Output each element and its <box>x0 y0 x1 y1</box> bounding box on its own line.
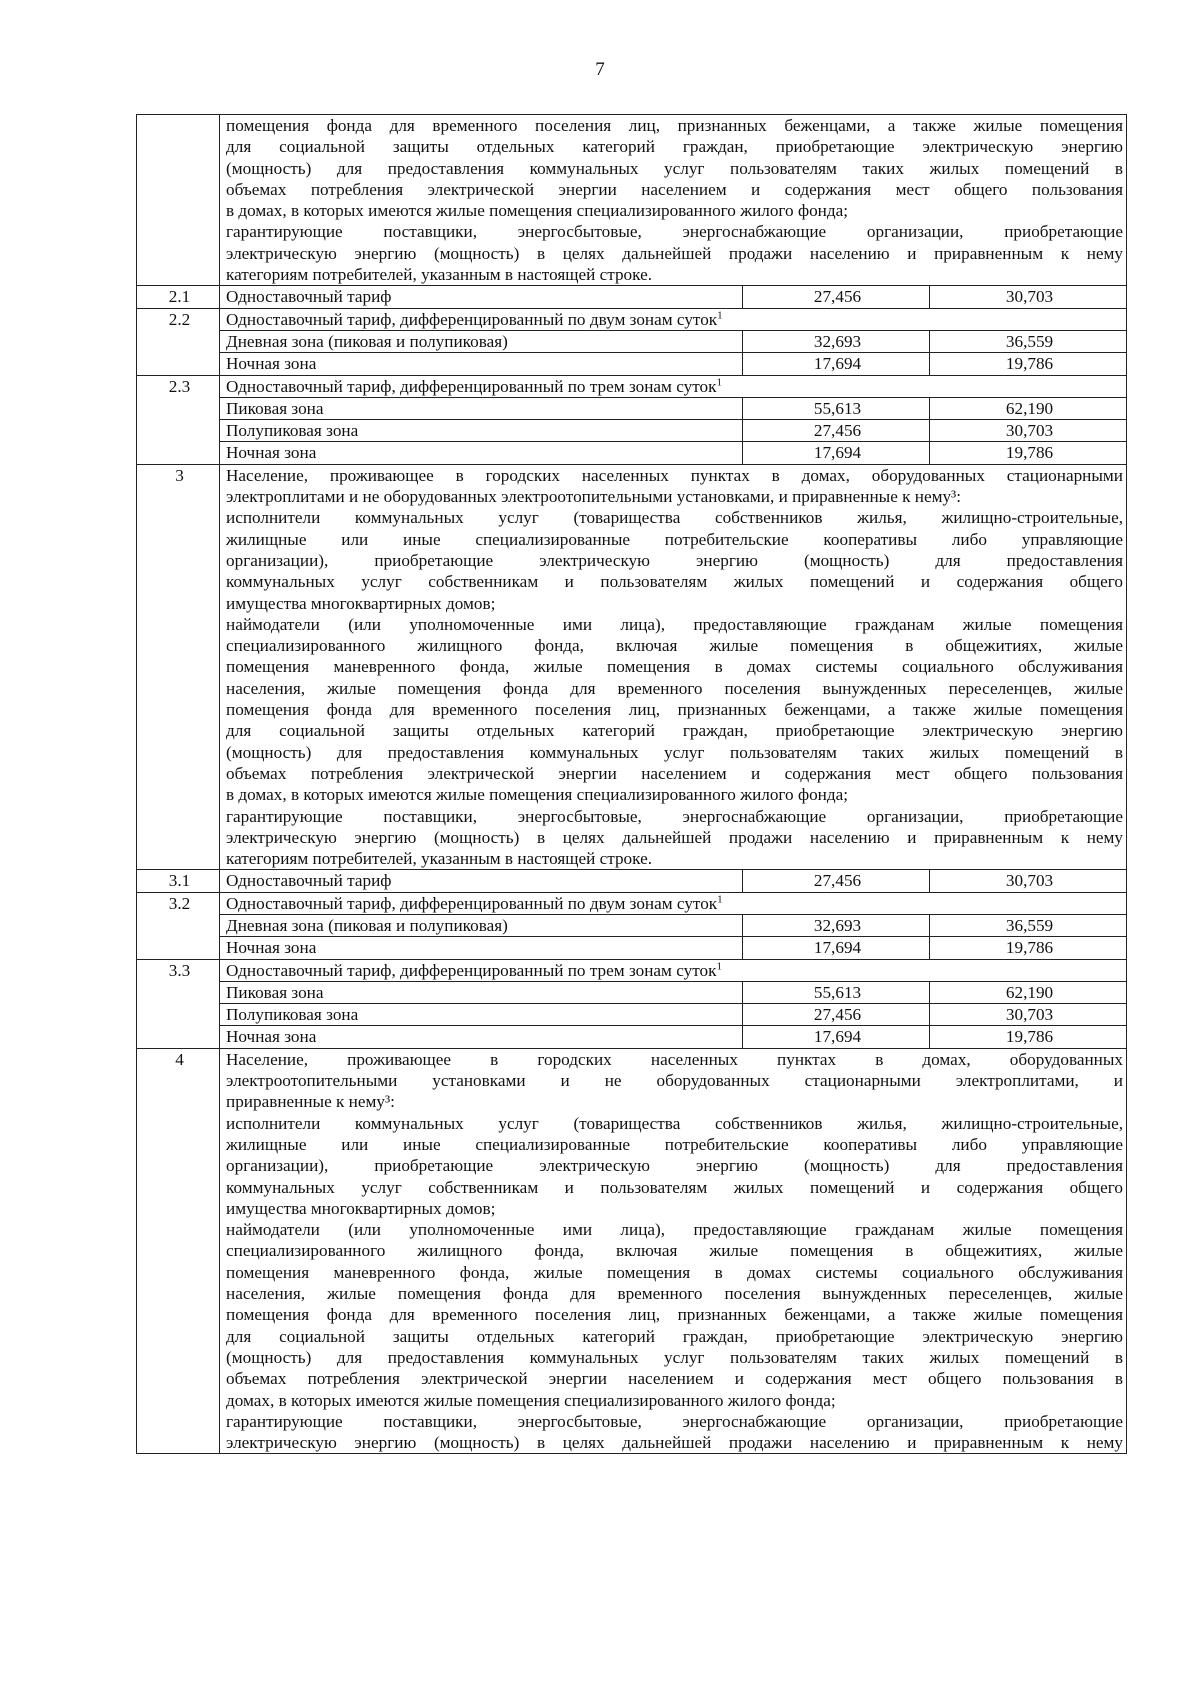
desc-line: (мощность) для предоставления коммунальных услуг пользователям таких жилых помещений в <box>226 1347 1124 1367</box>
desc-line: жилищные или иные специализированные потребительские кооперативы либо управляющие <box>226 529 1124 549</box>
tariff-value-1: 17,694 <box>743 442 930 464</box>
desc-line: организации), приобретающие электрическую энергию (мощность) для предоставления <box>226 1156 1124 1176</box>
tariff-name: Одноставочный тариф <box>220 286 743 308</box>
tariff-group-title: Одноставочный тариф, дифференцированный по трем зонам суток <box>226 960 717 980</box>
tariff-name: Полупиковая зона <box>220 420 743 442</box>
tariff-value-1: 55,613 <box>743 981 930 1003</box>
footnote-mark: 1 <box>716 375 722 388</box>
desc-line: в домах, в которых имеются жилые помещения специализированного жилого фонда; <box>226 201 849 221</box>
row-number: 3.2 <box>137 892 220 959</box>
table-row <box>137 397 1127 419</box>
tariff-name: Ночная зона <box>220 353 743 375</box>
page-number: 7 <box>595 59 605 80</box>
table-row <box>137 420 1127 442</box>
row-number: 3.1 <box>137 870 220 892</box>
tariff-value-2: 62,190 <box>930 397 1127 419</box>
desc-line: электроплитами и не оборудованных электроотопительными установками, и приравненные к нему³: <box>226 487 961 507</box>
tariff-value-1: 27,456 <box>743 1004 930 1026</box>
tariff-value-2: 19,786 <box>930 1026 1127 1048</box>
section-2-description-row <box>137 115 1127 286</box>
table-row <box>137 959 1127 981</box>
desc-line: категориям потребителей, указанным в настоящей строке. <box>226 849 653 869</box>
desc-line: помещения маневренного фонда, жилые помещения в домах системы социального обслуживания <box>226 657 1124 677</box>
tariff-group-title: Одноставочный тариф, дифференцированный по двум зонам суток <box>226 309 718 329</box>
tariff-table <box>136 114 1127 1454</box>
tariff-name: Дневная зона (пиковая и полупиковая) <box>220 330 743 352</box>
desc-line: имущества многоквартирных домов; <box>226 1198 496 1218</box>
tariff-value-1: 17,694 <box>743 1026 930 1048</box>
table-row <box>137 981 1127 1003</box>
tariff-group-title: Одноставочный тариф, дифференцированный по двум зонам суток <box>226 893 718 913</box>
table-row <box>137 353 1127 375</box>
table-row <box>137 286 1127 308</box>
tariff-name: Ночная зона <box>220 442 743 464</box>
table-row <box>137 870 1127 892</box>
tariff-value-2: 19,786 <box>930 937 1127 959</box>
desc-line: помещения фонда для временного поселения лиц, признанных беженцами, а также жилые помещения <box>226 1305 1124 1325</box>
tariff-value-2: 30,703 <box>930 286 1127 308</box>
tariff-name: Пиковая зона <box>220 397 743 419</box>
tariff-value-2: 19,786 <box>930 442 1127 464</box>
row-number: 3.3 <box>137 959 220 1048</box>
tariff-group-title: Одноставочный тариф, дифференцированный по трем зонам суток <box>226 376 717 396</box>
section-3-description <box>220 464 1127 870</box>
tariff-group-header <box>220 892 1127 914</box>
desc-line: специализированного жилищного фонда, включая жилые помещения в общежитиях, жилые <box>226 1241 1124 1261</box>
tariff-name: Одноставочный тариф <box>220 870 743 892</box>
row-number: 2.1 <box>137 286 220 308</box>
desc-line: исполнители коммунальных услуг (товарищества собственников жилья, жилищно-строительные, <box>226 508 1124 528</box>
desc-line: электрическую энергию (мощность) в целях дальнейшей продажи населению и приравненным к нему <box>226 1433 1124 1453</box>
desc-line: населения, жилые помещения фонда для временного поселения вынужденных переселенцев, жилые <box>226 678 1124 698</box>
table-row <box>137 1004 1127 1026</box>
desc-line: объемах потребления электрической энергии населением и содержания мест общего пользования <box>226 179 1124 199</box>
desc-line: населения, жилые помещения фонда для временного поселения вынужденных переселенцев, жилые <box>226 1284 1124 1304</box>
desc-line: для социальной защиты отдельных категорий граждан, приобретающие электрическую энергию <box>226 1326 1124 1346</box>
desc-line: (мощность) для предоставления коммунальных услуг пользователям таких жилых помещений в <box>226 158 1124 178</box>
desc-line: жилищные или иные специализированные потребительские кооперативы либо управляющие <box>226 1134 1124 1154</box>
desc-line: коммунальных услуг собственникам и пользователям жилых помещений и содержания общего <box>226 1177 1124 1197</box>
tariff-name: Полупиковая зона <box>220 1004 743 1026</box>
desc-line: домах, в которых имеются жилые помещения специализированного жилого фонда; <box>226 1390 836 1410</box>
tariff-name: Ночная зона <box>220 937 743 959</box>
footnote-mark: 1 <box>717 308 723 321</box>
tariff-value-2: 36,559 <box>930 330 1127 352</box>
row-number-cell <box>137 115 220 286</box>
tariff-value-1: 17,694 <box>743 353 930 375</box>
desc-line: исполнители коммунальных услуг (товарищества собственников жилья, жилищно-строительные, <box>226 1113 1124 1133</box>
desc-line: помещения маневренного фонда, жилые помещения в домах системы социального обслуживания <box>226 1262 1124 1282</box>
table-row <box>137 375 1127 397</box>
tariff-value-1: 27,456 <box>743 286 930 308</box>
tariff-value-2: 30,703 <box>930 420 1127 442</box>
tariff-value-2: 30,703 <box>930 1004 1127 1026</box>
table-row <box>137 892 1127 914</box>
tariff-name: Дневная зона (пиковая и полупиковая) <box>220 914 743 936</box>
table-row <box>137 330 1127 352</box>
tariff-value-2: 62,190 <box>930 981 1127 1003</box>
tariff-value-2: 36,559 <box>930 914 1127 936</box>
tariff-group-header <box>220 375 1127 397</box>
tariff-value-2: 19,786 <box>930 353 1127 375</box>
desc-line: Население, проживающее в городских населенных пунктах в домах, оборудованных стационарными <box>226 465 1124 485</box>
desc-line: коммунальных услуг собственникам и пользователям жилых помещений и содержания общего <box>226 572 1124 592</box>
desc-line: объемах потребления электрической энергии населением и содержания мест общего пользования в <box>226 1369 1124 1389</box>
desc-line: для социальной защиты отдельных категорий граждан, приобретающие электрическую энергию <box>226 721 1124 741</box>
tariff-value-1: 32,693 <box>743 330 930 352</box>
desc-line: электрическую энергию (мощность) в целях дальнейшей продажи населению и приравненным к нему <box>226 827 1124 847</box>
tariff-group-header <box>220 308 1127 330</box>
desc-line: наймодатели (или уполномоченные ими лица), предоставляющие гражданам жилые помещения <box>226 614 1124 634</box>
section-4-description <box>220 1048 1127 1454</box>
tariff-value-1: 32,693 <box>743 914 930 936</box>
section-3-description-row <box>137 464 1127 870</box>
desc-line: Население, проживающее в городских населенных пунктах в домах, оборудованных <box>226 1049 1124 1069</box>
desc-line: помещения фонда для временного поселения лиц, признанных беженцами, а также жилые помещения <box>226 700 1124 720</box>
table-row <box>137 937 1127 959</box>
desc-line: (мощность) для предоставления коммунальных услуг пользователям таких жилых помещений в <box>226 742 1124 762</box>
tariff-value-2: 30,703 <box>930 870 1127 892</box>
desc-line: для социальной защиты отдельных категорий граждан, приобретающие электрическую энергию <box>226 137 1124 157</box>
row-number: 4 <box>137 1048 220 1454</box>
section-4-description-row <box>137 1048 1127 1454</box>
footnote-mark: 1 <box>717 892 723 905</box>
tariff-value-1: 27,456 <box>743 420 930 442</box>
desc-line: наймодатели (или уполномоченные ими лица), предоставляющие гражданам жилые помещения <box>226 1220 1124 1240</box>
section-2-description <box>220 115 1127 286</box>
table-row <box>137 1026 1127 1048</box>
desc-line: помещения фонда для временного поселения лиц, признанных беженцами, а также жилые помещения <box>226 116 1124 135</box>
tariff-name: Ночная зона <box>220 1026 743 1048</box>
desc-line: имущества многоквартирных домов; <box>226 593 496 613</box>
desc-line: приравненные к нему³: <box>226 1092 395 1112</box>
desc-line: в домах, в которых имеются жилые помещения специализированного жилого фонда; <box>226 785 849 805</box>
tariff-group-header <box>220 959 1127 981</box>
desc-line: категориям потребителей, указанным в настоящей строке. <box>226 265 653 285</box>
desc-line: гарантирующие поставщики, энергосбытовые, энергоснабжающие организации, приобретающие <box>226 222 1124 242</box>
tariff-value-1: 27,456 <box>743 870 930 892</box>
desc-line: организации), приобретающие электрическую энергию (мощность) для предоставления <box>226 550 1124 570</box>
desc-line: объемах потребления электрической энергии населением и содержания мест общего пользования <box>226 763 1124 783</box>
table-row <box>137 442 1127 464</box>
table-row <box>137 308 1127 330</box>
row-number: 2.3 <box>137 375 220 464</box>
desc-line: электрическую энергию (мощность) в целях дальнейшей продажи населению и приравненным к нему <box>226 243 1124 263</box>
footnote-mark: 1 <box>716 959 722 972</box>
desc-line: гарантирующие поставщики, энергосбытовые, энергоснабжающие организации, приобретающие <box>226 1411 1124 1431</box>
table-row <box>137 914 1127 936</box>
tariff-value-1: 17,694 <box>743 937 930 959</box>
row-number: 2.2 <box>137 308 220 375</box>
desc-line: специализированного жилищного фонда, включая жилые помещения в общежитиях, жилые <box>226 636 1124 656</box>
tariff-value-1: 55,613 <box>743 397 930 419</box>
desc-line: гарантирующие поставщики, энергосбытовые, энергоснабжающие организации, приобретающие <box>226 806 1124 826</box>
desc-line: электроотопительными установками и не оборудованных стационарными электроплитами, и <box>226 1071 1124 1091</box>
tariff-name: Пиковая зона <box>220 981 743 1003</box>
row-number: 3 <box>137 464 220 870</box>
